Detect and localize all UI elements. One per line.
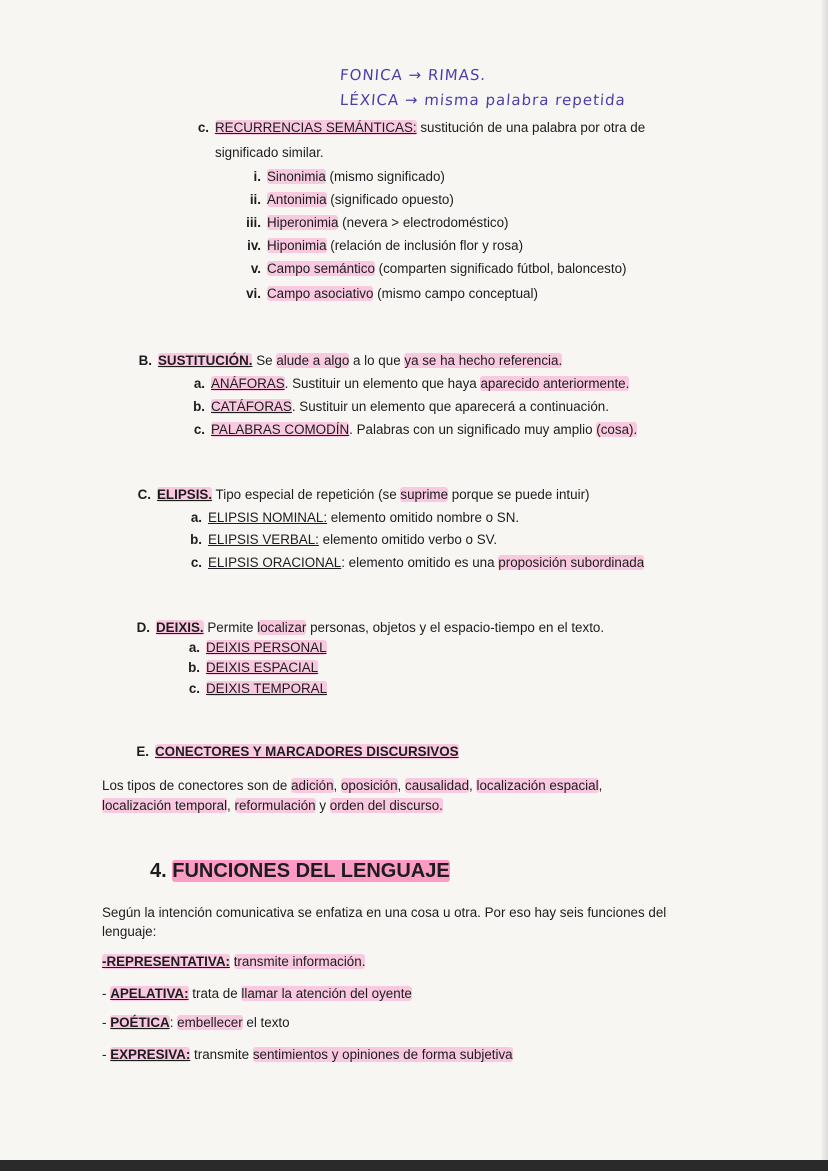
text-segment: sustitución de una palabra por otra de bbox=[416, 120, 646, 135]
text-segment: personas, objetos y el espacio-tiempo en el texto. bbox=[306, 620, 605, 635]
text-line bbox=[208, 510, 519, 525]
list-marker: iv. bbox=[247, 238, 261, 253]
text-line bbox=[157, 487, 590, 502]
highlighted-text: Hiperonimia bbox=[267, 215, 339, 230]
highlighted-text: suprime bbox=[400, 487, 449, 502]
text-segment: Los tipos de conectores son de bbox=[102, 778, 292, 793]
text-line bbox=[102, 924, 156, 939]
highlighted-text: Campo semántico bbox=[267, 261, 375, 276]
text-segment: , bbox=[397, 778, 405, 793]
highlighted-text: orden del discurso. bbox=[329, 798, 443, 813]
section-heading-funciones bbox=[150, 860, 450, 883]
text-line bbox=[267, 261, 627, 276]
text-line bbox=[102, 778, 602, 793]
text-segment: a lo que bbox=[349, 353, 405, 368]
list-marker: a. bbox=[188, 640, 200, 655]
highlighted-text: ELIPSIS. bbox=[157, 487, 213, 502]
list-marker: c. bbox=[190, 555, 202, 570]
text-segment: Se bbox=[252, 353, 277, 368]
highlighted-text: localización espacial bbox=[476, 778, 599, 793]
text-line bbox=[215, 120, 645, 135]
text-segment: trata de bbox=[188, 986, 242, 1001]
highlighted-text: DEIXIS PERSONAL bbox=[206, 640, 327, 655]
list-marker: vi. bbox=[246, 286, 261, 301]
text-segment: . Sustituir un elemento que aparecerá a continuación. bbox=[291, 399, 609, 414]
text-line bbox=[206, 660, 318, 675]
highlighted-text: sentimientos y opiniones de forma subjetiva bbox=[252, 1047, 513, 1062]
highlighted-text: oposición bbox=[340, 778, 398, 793]
highlighted-text: Campo asociativo bbox=[267, 286, 374, 301]
text-line bbox=[211, 376, 629, 391]
text-segment: - bbox=[102, 1015, 111, 1030]
text-segment: ELIPSIS ORACIONAL bbox=[208, 555, 342, 570]
highlighted-text: localizar bbox=[257, 620, 307, 635]
highlighted-text: EXPRESIVA: bbox=[110, 1047, 191, 1062]
text-segment: Según la intención comunicativa se enfatiza en una cosa u otra. Por eso hay seis funciones del bbox=[102, 905, 667, 920]
text-line bbox=[215, 145, 324, 160]
highlighted-text: transmite información. bbox=[233, 954, 366, 969]
highlighted-text: SUSTITUCIÓN. bbox=[158, 353, 253, 368]
list-marker: E. bbox=[136, 744, 149, 759]
text-line bbox=[102, 1047, 513, 1062]
text-line bbox=[267, 215, 509, 230]
text-line bbox=[102, 954, 365, 969]
section-title: FUNCIONES DEL LENGUAJE bbox=[172, 860, 450, 882]
text-line bbox=[267, 238, 523, 253]
text-segment: significado similar. bbox=[215, 145, 324, 160]
list-marker: b. bbox=[190, 532, 202, 547]
text-line bbox=[102, 905, 666, 920]
text-segment: elemento omitido nombre o SN. bbox=[327, 510, 520, 525]
text-line bbox=[267, 286, 538, 301]
list-marker: a. bbox=[193, 376, 205, 391]
text-segment: - bbox=[102, 986, 111, 1001]
handwritten-note-fonica: FONICA → RIMAS. bbox=[339, 66, 487, 84]
highlighted-text: Sinonimia bbox=[267, 169, 326, 184]
page-edge bbox=[822, 0, 828, 1171]
list-marker: C. bbox=[137, 487, 151, 502]
highlighted-text: POÉTICA bbox=[110, 1015, 170, 1030]
highlighted-text: -REPRESENTATIVA: bbox=[102, 954, 230, 969]
scan-bottom-border bbox=[0, 1160, 828, 1171]
text-line bbox=[208, 532, 497, 547]
text-segment: , bbox=[227, 798, 235, 813]
list-marker: B. bbox=[138, 353, 152, 368]
text-line bbox=[211, 399, 609, 414]
list-marker: ii. bbox=[249, 192, 261, 207]
text-segment: transmite bbox=[190, 1047, 253, 1062]
highlighted-text: APELATIVA: bbox=[110, 986, 189, 1001]
text-segment: (relación de inclusión flor y rosa) bbox=[326, 238, 524, 253]
text-segment: lenguaje: bbox=[102, 924, 157, 939]
highlighted-text: adición bbox=[291, 778, 334, 793]
text-line bbox=[158, 353, 562, 368]
text-segment: (mismo significado) bbox=[325, 169, 445, 184]
text-segment: . Palabras con un significado muy amplio bbox=[349, 422, 597, 437]
list-marker: v. bbox=[250, 261, 261, 276]
text-line bbox=[102, 798, 443, 813]
text-segment: ELIPSIS NOMINAL: bbox=[208, 510, 328, 525]
text-segment: ELIPSIS VERBAL: bbox=[208, 532, 319, 547]
highlighted-text: llamar la atención del oyente bbox=[241, 986, 412, 1001]
highlighted-text: CONECTORES Y MARCADORES DISCURSIVOS bbox=[155, 744, 459, 759]
text-segment: : bbox=[169, 1015, 178, 1030]
highlighted-text: PALABRAS COMODÍN bbox=[211, 422, 350, 437]
text-segment: (mismo campo conceptual) bbox=[373, 286, 538, 301]
text-segment: elemento omitido verbo o SV. bbox=[318, 532, 498, 547]
highlighted-text: RECURRENCIAS SEMÁNTICAS: bbox=[215, 120, 417, 135]
highlighted-text: DEIXIS TEMPORAL bbox=[206, 681, 328, 696]
section-number: 4. bbox=[150, 860, 167, 882]
highlighted-text: CATÁFORAS bbox=[211, 399, 292, 414]
text-line bbox=[102, 1015, 290, 1030]
highlighted-text: aparecido anteriormente. bbox=[480, 376, 630, 391]
text-segment: y bbox=[315, 798, 330, 813]
list-marker: c. bbox=[188, 681, 200, 696]
text-segment: , bbox=[333, 778, 341, 793]
text-line bbox=[206, 681, 327, 696]
highlighted-text: DEIXIS. bbox=[156, 620, 204, 635]
highlighted-text: reformulación bbox=[234, 798, 316, 813]
highlighted-text: alude a algo bbox=[276, 353, 350, 368]
list-marker: b. bbox=[193, 399, 205, 414]
text-segment: , bbox=[469, 778, 477, 793]
text-segment: (comparten significado fútbol, baloncesto) bbox=[374, 261, 627, 276]
highlighted-text: causalidad bbox=[405, 778, 470, 793]
list-marker: c. bbox=[197, 120, 209, 135]
text-segment: (significado opuesto) bbox=[326, 192, 454, 207]
highlighted-text: embellecer bbox=[177, 1015, 243, 1030]
highlighted-text: Antonimia bbox=[267, 192, 327, 207]
text-line bbox=[102, 986, 412, 1001]
text-line bbox=[267, 169, 445, 184]
highlighted-text: (cosa). bbox=[596, 422, 638, 437]
list-marker: iii. bbox=[246, 215, 261, 230]
text-segment: : elemento omitido es una bbox=[341, 555, 499, 570]
text-segment: (nevera > electrodoméstico) bbox=[338, 215, 509, 230]
highlighted-text: DEIXIS ESPACIAL bbox=[206, 660, 319, 675]
text-segment: - bbox=[102, 1047, 111, 1062]
text-segment: Tipo especial de repetición (se bbox=[212, 487, 401, 502]
text-segment: Permite bbox=[203, 620, 258, 635]
handwritten-note-lexica: LÉXICA → misma palabra repetida bbox=[339, 91, 627, 109]
list-marker: i. bbox=[253, 169, 261, 184]
highlighted-text: proposición subordinada bbox=[498, 555, 645, 570]
text-segment: el texto bbox=[242, 1015, 290, 1030]
text-line bbox=[206, 640, 327, 655]
text-line bbox=[267, 192, 454, 207]
text-line bbox=[155, 744, 459, 759]
highlighted-text: localización temporal bbox=[102, 798, 228, 813]
text-segment: porque se puede intuir) bbox=[448, 487, 590, 502]
text-segment: . Sustituir un elemento que haya bbox=[284, 376, 481, 391]
text-line bbox=[208, 555, 644, 570]
text-line bbox=[211, 422, 637, 437]
highlighted-text: ya se ha hecho referencia. bbox=[404, 353, 563, 368]
highlighted-text: ANÁFORAS bbox=[211, 376, 285, 391]
list-marker: b. bbox=[188, 660, 200, 675]
list-marker: a. bbox=[190, 510, 202, 525]
text-segment: , bbox=[598, 778, 603, 793]
list-marker: c. bbox=[193, 422, 205, 437]
text-line bbox=[156, 620, 604, 635]
highlighted-text: Hiponimia bbox=[267, 238, 327, 253]
list-marker: D. bbox=[136, 620, 150, 635]
